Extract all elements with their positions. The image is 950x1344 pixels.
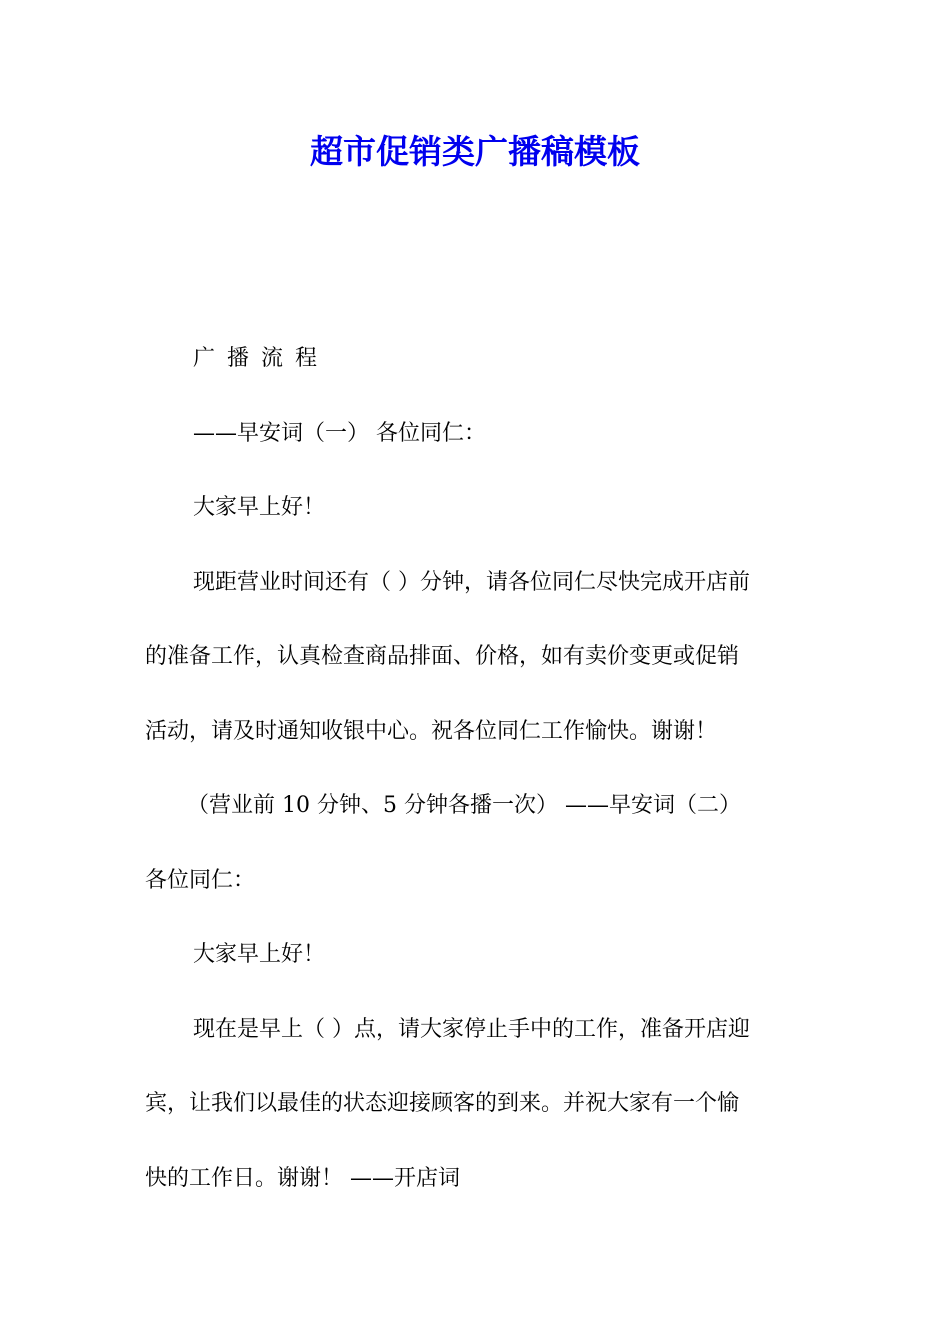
paragraph-line: （营业前 10 分钟、5 分钟各播一次） ——早安词（二） (187, 793, 741, 818)
paragraph-line: ——早安词（一） 各位同仁： (193, 420, 486, 446)
paragraph-line: 活动，请及时通知收银中心。祝各位同仁工作愉快。谢谢！ (145, 718, 718, 744)
document-title: 超市促销类广播稿模板 (310, 132, 640, 171)
document-body (145, 339, 807, 1233)
paragraph-line: 大家早上好！ (193, 942, 326, 967)
paragraph-line: 宾，让我们以最佳的状态迎接顾客的到来。并祝大家有一个愉 (145, 1091, 740, 1116)
paragraph-line: 各位同仁： (145, 867, 256, 893)
paragraph-line: 快的工作日。谢谢！ ——开店词 (145, 1165, 460, 1191)
paragraph-line: 现距营业时间还有（ ）分钟，请各位同仁尽快完成开店前 (193, 569, 750, 595)
paragraph-line: 大家早上好！ (193, 495, 326, 520)
paragraph-line: 的准备工作，认真检查商品排面、价格，如有卖价变更或促销 (145, 644, 740, 669)
heading-broadcast-process: 广播流程 (193, 346, 330, 371)
paragraph-line: 现在是早上（ ）点，请大家停止手中的工作，准备开店迎 (193, 1016, 750, 1042)
